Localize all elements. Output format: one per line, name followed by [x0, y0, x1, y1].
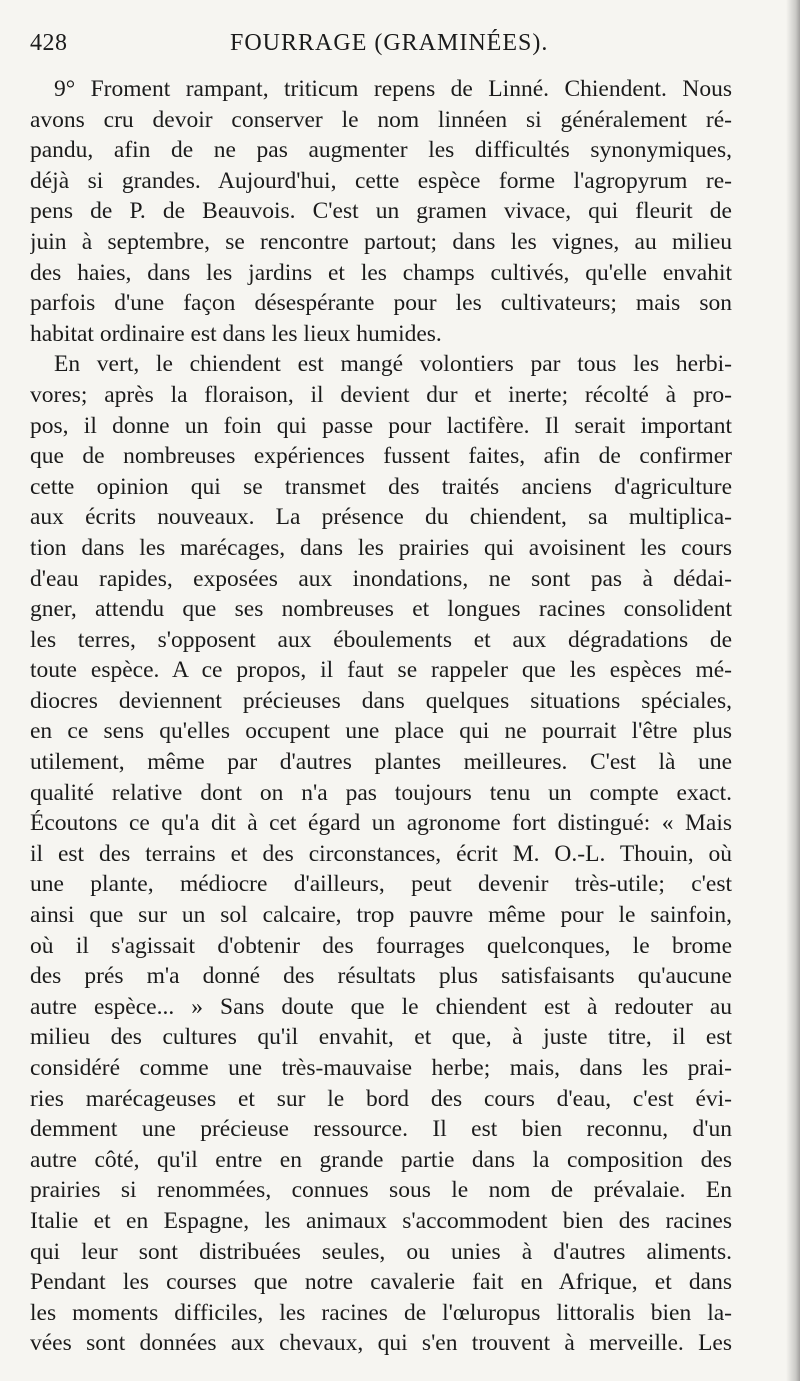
text-line: demment une précieuse ressource. Il est bien reconnu, d'un	[30, 1116, 732, 1143]
text-line: autre côté, qu'il entre en grande partie dans la composition des	[30, 1146, 732, 1173]
text-line: 9° Froment rampant, triticum repens de Linné. Chiendent. Nous	[54, 76, 732, 102]
text-line: des haies, dans les jardins et les champs cultivés, qu'elle envahit	[30, 259, 732, 286]
body-text	[30, 74, 732, 1359]
text-line: toute espèce. A ce propos, il faut se rappeler que les espèces mé-	[30, 657, 732, 684]
text-line: pandu, afin de ne pas augmenter les difficultés synonymiques,	[30, 137, 732, 164]
text-line: qui leur sont distribuées seules, ou unies à d'autres aliments.	[30, 1238, 732, 1265]
text-line: une plante, médiocre d'ailleurs, peut devenir très-utile; c'est	[30, 871, 732, 898]
text-line: que de nombreuses expériences fussent faites, afin de confirmer	[30, 443, 732, 470]
text-line: utilement, même par d'autres plantes meilleures. C'est là une	[30, 749, 732, 776]
text-line: aux écrits nouveaux. La présence du chiendent, sa multiplica-	[30, 504, 732, 531]
page-edge-shadow	[786, 0, 800, 1381]
page-header	[30, 30, 730, 64]
text-line: tion dans les marécages, dans les prairies qui avoisinent les cours	[30, 534, 732, 561]
text-line: pens de P. de Beauvois. C'est un gramen vivace, qui fleurit de	[30, 198, 732, 225]
text-line: où il s'agissait d'obtenir des fourrages quelconques, le brome	[30, 932, 732, 959]
text-line: En vert, le chiendent est mangé volontiers par tous les herbi-	[54, 351, 732, 378]
text-line: milieu des cultures qu'il envahit, et que, à juste titre, il est	[30, 1024, 732, 1051]
text-line: Écoutons ce qu'a dit à cet égard un agronome fort distingué: « Mais	[30, 810, 732, 837]
text-line: ainsi que sur un sol calcaire, trop pauvre même pour le sainfoin,	[30, 902, 732, 929]
text-line: habitat ordinaire est dans les lieux humides.	[30, 320, 442, 347]
text-line: gner, attendu que ses nombreuses et longues racines consolident	[30, 596, 732, 623]
text-line: il est des terrains et des circonstances, écrit M. O.-L. Thouin, où	[30, 840, 732, 867]
text-line: considéré comme une très-mauvaise herbe; mais, dans les prai-	[30, 1055, 732, 1081]
text-line: des prés m'a donné des résultats plus satisfaisants qu'aucune	[30, 963, 732, 990]
text-line: autre espèce... » Sans doute que le chiendent est à redouter au	[30, 993, 732, 1020]
text-line: déjà si grandes. Aujourd'hui, cette espèce forme l'agropyrum re-	[30, 167, 732, 194]
text-line: diocres deviennent précieuses dans quelques situations spéciales,	[30, 687, 732, 714]
text-line: cette opinion qui se transmet des traités anciens d'agriculture	[30, 473, 732, 500]
text-line: avons cru devoir conserver le nom linnéen si généralement ré-	[30, 106, 732, 133]
text-line: les moments difficiles, les racines de l'œluropus littoralis bien la-	[30, 1299, 732, 1326]
text-line: qualité relative dont on n'a pas toujours tenu un compte exact.	[30, 779, 732, 806]
text-line: d'eau rapides, exposées aux inondations, ne sont pas à dédai-	[30, 565, 732, 592]
text-line: pos, il donne un foin qui passe pour lactifère. Il serait important	[30, 412, 732, 439]
text-line: Pendant les courses que notre cavalerie fait en Afrique, et dans	[30, 1269, 732, 1296]
text-line: vées sont données aux chevaux, qui s'en trouvent à merveille. Les	[30, 1330, 732, 1357]
text-line: les terres, s'opposent aux éboulements et aux dégradations de	[30, 626, 732, 653]
text-line: juin à septembre, se rencontre partout; dans les vignes, au milieu	[30, 228, 732, 255]
text-line: en ce sens qu'elles occupent une place qui ne pourrait l'être plus	[30, 718, 732, 745]
page-number: 428	[30, 30, 68, 56]
text-line: Italie et en Espagne, les animaux s'accommodent bien des racines	[30, 1207, 732, 1234]
running-head: FOURRAGE (GRAMINÉES).	[230, 30, 549, 56]
text-line: prairies si renommées, connues sous le nom de prévalaie. En	[30, 1177, 732, 1204]
text-line: parfois d'une façon désespérante pour les cultivateurs; mais son	[30, 290, 732, 317]
text-line: ries marécageuses et sur le bord des cours d'eau, c'est évi-	[30, 1085, 732, 1112]
text-line: vores; après la floraison, il devient dur et inerte; récolté à pro-	[30, 381, 732, 408]
